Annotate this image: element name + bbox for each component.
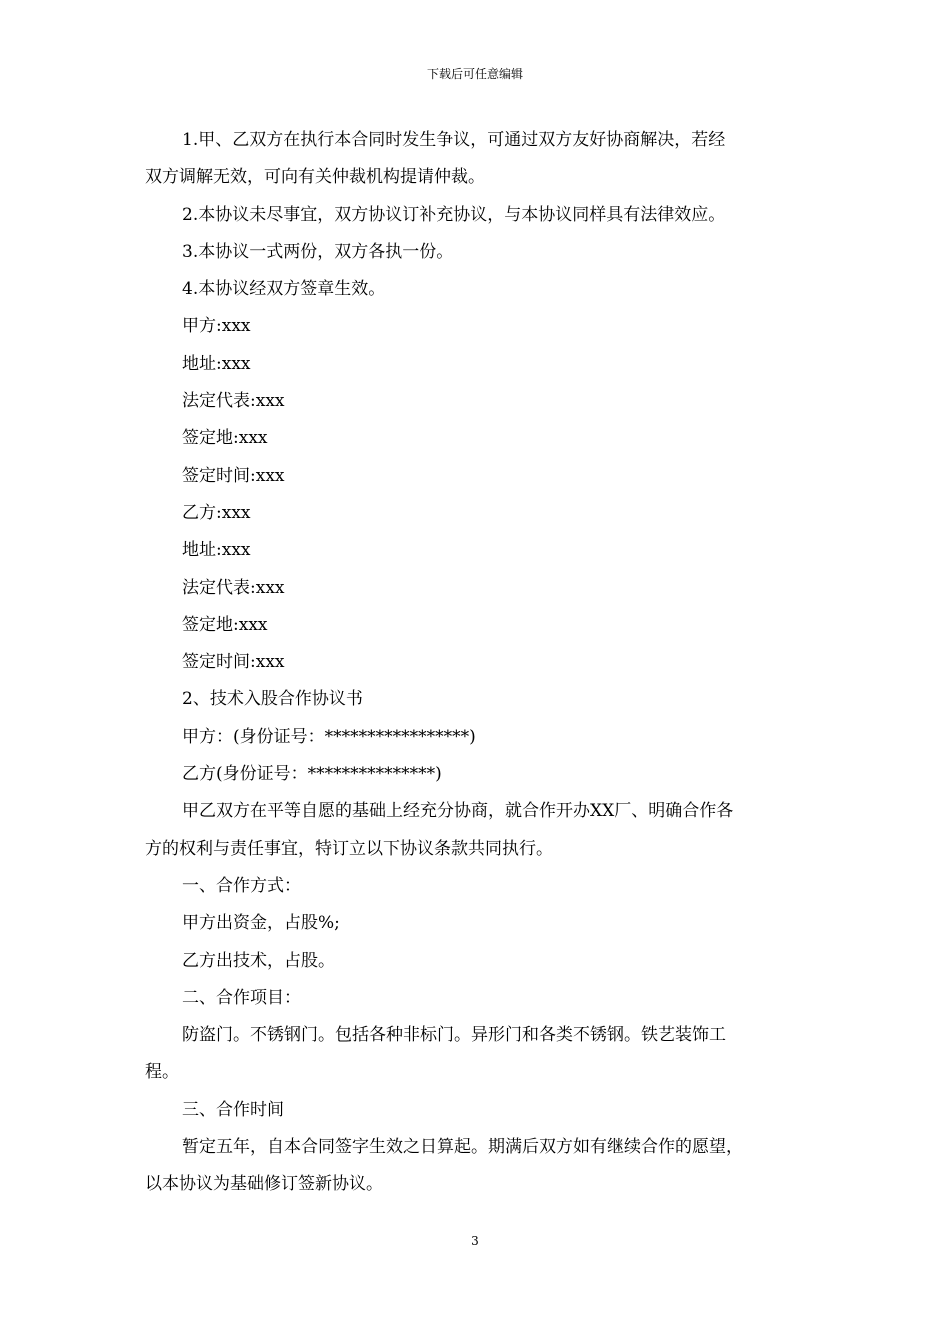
paragraph-line: 暂定五年，自本合同签字生效之日算起。期满后双方如有继续合作的愿望， (182, 1137, 743, 1158)
paragraph-line: 甲方出资金，占股%; (182, 913, 340, 934)
paragraph-supplement-clause (145, 197, 809, 234)
paragraph-line: 三、合作时间 (182, 1099, 284, 1120)
paragraph-intro (145, 793, 809, 868)
paragraph-project-description (145, 1017, 809, 1092)
paragraph-line: 乙方出技术，占股。 (182, 950, 335, 971)
paragraph-party-a-sign-place (145, 420, 809, 457)
paragraph-line: 地址:xxx (182, 540, 251, 561)
paragraph-party-b-sign-place (145, 607, 809, 644)
paragraph-time-description (145, 1129, 809, 1204)
paragraph-line: 以本协议为基础修订签新协议。 (145, 1174, 383, 1195)
paragraph-line: 签定时间:xxx (182, 465, 285, 486)
paragraph-party-a-representative (145, 383, 809, 420)
paragraph-heading-cooperation-project (145, 980, 809, 1017)
paragraph-line: 签定地:xxx (182, 428, 268, 449)
page-number: 3 (471, 1234, 479, 1248)
document-body (145, 122, 809, 1204)
paragraph-party-a-capital (145, 905, 809, 942)
paragraph-line: 乙方(身份证号：***************) (182, 764, 442, 785)
paragraph-heading-cooperation-time (145, 1092, 809, 1129)
paragraph-party-a-id (145, 719, 809, 756)
paragraph-line: 甲方：(身份证号：*****************) (182, 726, 476, 747)
paragraph-line: 程。 (145, 1062, 179, 1083)
paragraph-line: 2.本协议未尽事宜，双方协议订补充协议，与本协议同样具有法律效应。 (182, 204, 726, 225)
paragraph-party-a-sign-time (145, 458, 809, 495)
paragraph-party-a-name (145, 308, 809, 345)
paragraph-line: 防盗门。不锈钢门。包括各种非标门。异形门和各类不锈钢。铁艺装饰工 (182, 1025, 726, 1046)
paragraph-effective-clause (145, 271, 809, 308)
paragraph-line: 二、合作项目： (182, 987, 301, 1008)
paragraph-line: 甲乙双方在平等自愿的基础上经充分协商，就合作开办XX厂、明确合作各 (182, 801, 734, 822)
paragraph-line: 1.甲、乙双方在执行本合同时发生争议，可通过双方友好协商解决，若经 (182, 130, 726, 150)
paragraph-line: 法定代表:xxx (182, 391, 285, 412)
paragraph-party-b-representative (145, 570, 809, 607)
page-header: 下载后可任意编辑 (426, 67, 523, 81)
paragraph-party-b-id (145, 756, 809, 793)
paragraph-party-b-name (145, 495, 809, 532)
paragraph-line: 2、技术入股合作协议书 (182, 689, 363, 710)
paragraph-line: 一、合作方式： (182, 875, 301, 896)
paragraph-line: 乙方:xxx (182, 502, 251, 523)
paragraph-line: 4.本协议经双方签章生效。 (182, 279, 386, 300)
paragraph-line: 方的权利与责任事宜，特订立以下协议条款共同执行。 (145, 838, 553, 859)
paragraph-party-b-address (145, 532, 809, 569)
paragraph-line: 双方调解无效，可向有关仲裁机构提请仲裁。 (145, 167, 485, 188)
paragraph-line: 甲方:xxx (182, 316, 251, 337)
paragraph-line: 法定代表:xxx (182, 577, 285, 598)
paragraph-line: 签定地:xxx (182, 614, 268, 635)
paragraph-dispute-clause (145, 122, 809, 197)
paragraph-heading-cooperation-method (145, 868, 809, 905)
paragraph-party-b-technology (145, 943, 809, 980)
paragraph-line: 签定时间:xxx (182, 652, 285, 673)
paragraph-party-b-sign-time (145, 644, 809, 681)
paragraph-copies-clause (145, 234, 809, 271)
paragraph-section-title (145, 681, 809, 718)
paragraph-party-a-address (145, 346, 809, 383)
paragraph-line: 3.本协议一式两份，双方各执一份。 (182, 241, 454, 262)
paragraph-line: 地址:xxx (182, 353, 251, 374)
